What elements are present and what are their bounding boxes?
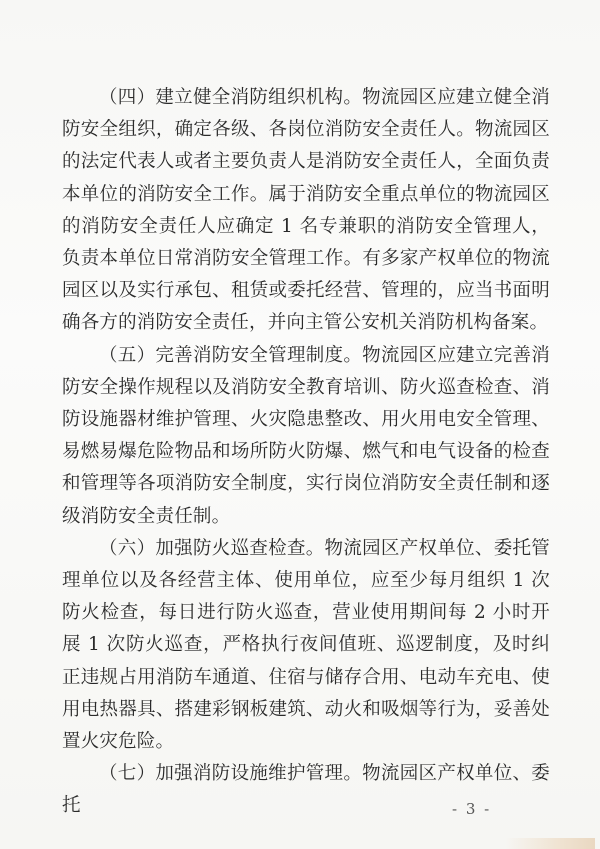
paragraph-facility-maintenance: （七）加强消防设施维护管理。物流园区产权单位、委托 bbox=[62, 763, 550, 817]
document-body bbox=[62, 82, 550, 823]
paragraph-fire-inspection: （六）加强防火巡查检查。物流园区产权单位、委托管理单位以及各经营主体、使用单位，应至少每月组织 1 次防火检查，每日进行防火巡查，营业使用期间每 2 小时开展 1 次防火巡查，严格执行夜间值班、巡逻制度，及时纠正违规占用消防车通道、住宿与储存合用、电动车充电、使用电热器具、搭建彩钢板建筑、动火和吸烟等行为，妥善处置火灾危险。 bbox=[62, 537, 550, 753]
paragraph-management-system: （五）完善消防安全管理制度。物流园区应建立完善消防安全操作规程以及消防安全教育培训、防火巡查检查、消防设施器材维护管理、火灾隐患整改、用火用电安全管理、易燃易爆危险物品和场所防火防爆、燃气和电气设备的检查和管理等各项消防安全制度，实行岗位消防安全责任制和逐级消防安全责任制。 bbox=[62, 344, 550, 527]
paragraph-fire-organization: （四）建立健全消防组织机构。物流园区应建立健全消防安全组织，确定各级、各岗位消防安全责任人。物流园区的法定代表人或者主要负责人是消防安全责任人，全面负责本单位的消防安全工作。属于消防安全重点单位的物流园区的消防安全责任人应确定 1 名专兼职的消防安全管理人，负责本单位日常消防安全管理工作。有多家产权单位的物流园区以及实行承包、租赁或委托经营、管理的，应当书面明确各方的消防安全责任，并向主管公安机关消防机构备案。 bbox=[62, 87, 550, 334]
page-number: - 3 - bbox=[452, 800, 492, 818]
scan-edge-mark bbox=[505, 838, 595, 849]
